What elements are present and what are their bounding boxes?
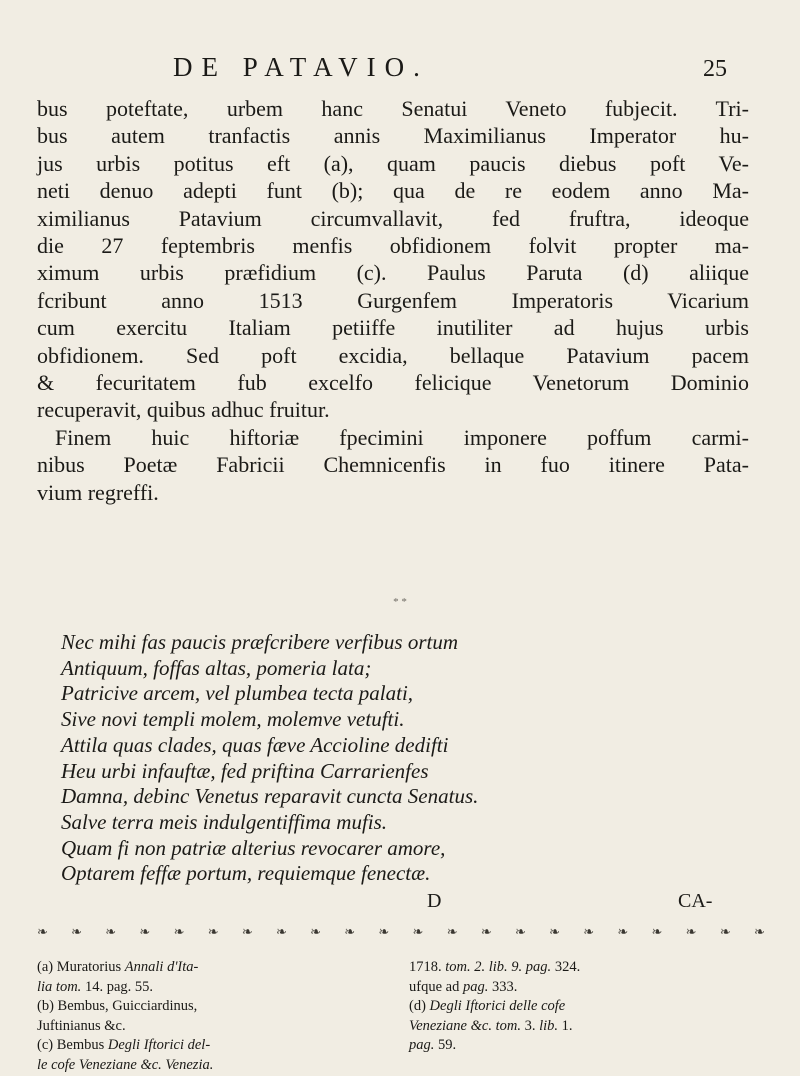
- ornament-icon: ❧: [71, 924, 83, 939]
- ornament-icon: ❧: [275, 924, 287, 939]
- ornament-icon: ❧: [37, 924, 48, 939]
- text-line: bus poteftate, urbem hanc Senatui Veneto fubjecit. Tri-: [37, 96, 749, 121]
- ornament-icon: ❧: [651, 924, 663, 939]
- ornament-icon: ❧: [753, 924, 765, 939]
- text-line: obfidionem. Sed poft excidia, bellaque Patavium pacem: [37, 342, 749, 368]
- catchword: CA-: [678, 890, 713, 912]
- verse-block: [61, 630, 761, 887]
- running-head: DE PATAVIO.: [173, 52, 429, 82]
- footnote-c-cont: [37, 1056, 387, 1076]
- footnote-title: lia tom.: [37, 978, 82, 995]
- text-line: ximilianus Patavium circumvallavit, fed fruftra, ideoque: [37, 205, 749, 231]
- verse-line: Sive novi templi molem, molemve vetufti.: [61, 707, 405, 732]
- text-line: fcribunt anno 1513 Gurgenfem Imperatoris Vicarium: [37, 287, 749, 313]
- ornament-icon: ❧: [105, 924, 117, 939]
- text-line: nibus Poetæ Fabricii Chemnicenfis in fuo itinere Pata-: [37, 452, 749, 478]
- footnote-text: 3.: [520, 1017, 540, 1034]
- footnote-c-cont: [409, 978, 759, 998]
- footnote-a-cont: [37, 978, 387, 998]
- footnote-b-cont: Juftinianus &c.: [37, 1017, 126, 1034]
- footnote-d-cont: [409, 1036, 759, 1056]
- footnote-b: (b) Bembus, Guicciardinus,: [37, 998, 198, 1015]
- page-number: 25: [703, 56, 727, 82]
- text-line: die 27 feptembris menfis obfidionem folvit propter ma-: [37, 233, 749, 259]
- footnote-title: pag.: [409, 1037, 435, 1054]
- ornament-icon: ❧: [583, 924, 595, 939]
- ornament-icon: ❧: [719, 924, 731, 939]
- footnote-title: lib.: [539, 1017, 559, 1034]
- text-line: ximum urbis præfidium (c). Paulus Paruta (d) aliique: [37, 260, 749, 286]
- asterism-ornament: * *: [393, 596, 407, 608]
- ornament-icon: ❧: [207, 924, 219, 939]
- footnote-title: Veneziane &c. tom.: [409, 1017, 521, 1034]
- text-line: Finem huic hiftoriæ fpecimini imponere poffum carmi-: [55, 424, 749, 450]
- text-line: neti denuo adepti funt (b); qua de re eodem anno Ma-: [37, 178, 749, 204]
- footnote-c-cont: [409, 958, 759, 978]
- ornament-icon: ❧: [514, 924, 526, 939]
- verse-line: Antiquum, foffas altas, pomeria lata;: [61, 655, 372, 680]
- text-line: cum exercitu Italiam petiiffe inutiliter ad hujus urbis: [37, 315, 749, 341]
- footnotes-left: [37, 958, 387, 1076]
- main-text: [37, 95, 749, 506]
- footnote-text: 324.: [551, 959, 581, 975]
- footnote-a: [37, 958, 387, 978]
- ornament-icon: ❧: [617, 924, 629, 939]
- footnote-text: 1.: [558, 1017, 573, 1034]
- text-line: bus autem tranfactis annis Maximilianus Imperator hu-: [37, 123, 749, 149]
- text-line: recuperavit, quibus adhuc fruitur.: [37, 397, 330, 423]
- text-line: jus urbis potitus eft (a), quam paucis diebus poft Ve-: [37, 150, 749, 176]
- verse-line: Patricive arcem, vel plumbea tecta palati,: [61, 681, 414, 706]
- footnote-text: 14. pag. 55.: [81, 978, 153, 995]
- footnote-title: Degli Iftorici delle cofe: [429, 998, 566, 1015]
- footnote-text: 333.: [488, 978, 518, 995]
- ornament-icon: ❧: [446, 924, 458, 939]
- ornament-icon: ❧: [685, 924, 697, 939]
- footnotes-right: [409, 958, 759, 1056]
- verse-line: Attila quas clades, quas fæve Accioline dedifti: [61, 732, 449, 757]
- ornament-icon: ❧: [344, 924, 356, 939]
- footnote-title: Annali d'Ita-: [124, 959, 199, 975]
- verse-line: Heu urbi infauftæ, fed priftina Carrarienfes: [61, 758, 429, 783]
- footnote-text: ufque ad: [409, 978, 463, 995]
- footnote-text: (a) Muratorius: [37, 959, 125, 975]
- ornament-icon: ❧: [241, 924, 253, 939]
- ornament-icon: ❧: [173, 924, 185, 939]
- footnote-text: (c) Bembus: [37, 1037, 108, 1054]
- footnote-title: Degli Iftorici del-: [107, 1037, 211, 1054]
- footnote-title: pag.: [462, 978, 489, 995]
- footnote-title: le cofe Veneziane &c. Venezia.: [37, 1056, 214, 1073]
- ornament-icon: ❧: [412, 924, 424, 939]
- footnote-text: 1718.: [409, 959, 446, 975]
- footnote-d: [409, 997, 759, 1017]
- verse-line: Optarem feffæ portum, requiemque fenectæ.: [61, 861, 431, 886]
- footnote-text: 59.: [434, 1037, 457, 1054]
- verse-line: Damna, debinc Venetus reparavit cuncta Senatus.: [61, 784, 479, 809]
- ornament-icon: ❧: [378, 924, 390, 939]
- ornamental-rule: [37, 924, 765, 940]
- verse-line: Quam fi non patriæ alterius revocarer amore,: [61, 835, 446, 860]
- verse-line: Nec mihi fas paucis præfcribere verfibus ortum: [61, 630, 459, 654]
- footnote-c: [37, 1036, 387, 1056]
- footnote-title: tom. 2. lib. 9. pag.: [445, 959, 552, 975]
- footnote-text: (d): [409, 998, 430, 1015]
- signature-mark: D: [427, 890, 442, 912]
- ornament-icon: ❧: [139, 924, 151, 939]
- ornament-icon: ❧: [480, 924, 492, 939]
- text-line: & fecuritatem fub excelfo felicique Venetorum Dominio: [37, 370, 749, 396]
- ornament-icon: ❧: [310, 924, 322, 939]
- footnote-d-cont: [409, 1017, 759, 1037]
- ornament-icon: ❧: [549, 924, 561, 939]
- text-line: vium regreffi.: [37, 479, 159, 505]
- verse-line: Salve terra meis indulgentiffima mufis.: [61, 809, 388, 834]
